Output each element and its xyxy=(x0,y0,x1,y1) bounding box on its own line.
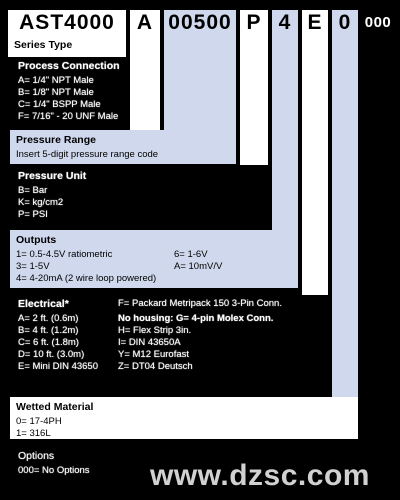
series-type-title: Series Type xyxy=(14,39,73,51)
code-pressure-unit: P xyxy=(240,10,268,35)
pressure-unit-section xyxy=(18,170,238,221)
pressure-unit-title: Pressure Unit xyxy=(18,170,87,182)
electrical-section xyxy=(18,298,308,373)
outputs-title: Outputs xyxy=(16,234,57,246)
code-electrical: E xyxy=(302,10,328,35)
stem-pressure-unit xyxy=(240,35,268,165)
code-wetted-material: 0 xyxy=(332,10,358,35)
watermark: www.dzsc.com xyxy=(150,459,370,492)
code-outputs: 4 xyxy=(272,10,298,35)
electrical-option: E= Mini DIN 43650 xyxy=(18,361,98,372)
pressure-unit-line: K= kg/cm2 xyxy=(18,197,64,208)
electrical-option: No housing: G= 4-pin Molex Conn. xyxy=(118,313,274,324)
stem-pressure-range xyxy=(164,35,236,130)
stem-outputs xyxy=(272,35,298,230)
wetted-material-box xyxy=(10,397,358,439)
code-pressure-range: 00500 xyxy=(164,10,236,35)
electrical-option: Z= DT04 Deutsch xyxy=(118,361,193,372)
electrical-title: Electrical* xyxy=(18,298,69,310)
options-section xyxy=(18,450,158,477)
outputs-option: 4= 4-20mA (2 wire loop powered) xyxy=(16,273,157,284)
process-connection-line: C= 1/4" BSPP Male xyxy=(18,99,101,110)
pressure-range-title: Pressure Range xyxy=(16,134,96,146)
electrical-option: B= 4 ft. (1.2m) xyxy=(18,325,79,336)
stem-wetted-material xyxy=(332,35,358,397)
electrical-option: H= Flex Strip 3in. xyxy=(118,325,192,336)
pressure-unit-line: P= PSI xyxy=(18,209,48,220)
code-process-connection: A xyxy=(130,10,160,35)
wetted-material-line: 1= 316L xyxy=(16,428,51,439)
electrical-option: I= DIN 43650A xyxy=(118,337,181,348)
stem-electrical xyxy=(302,35,328,295)
electrical-option: F= Packard Metripack 150 3-Pin Conn. xyxy=(118,298,282,309)
options-line: 000= No Options xyxy=(18,465,90,476)
electrical-option: D= 10 ft. (3.0m) xyxy=(18,349,85,360)
outputs-option: 3= 1-5V xyxy=(16,261,50,272)
series-type-box xyxy=(8,35,126,57)
process-connection-line: A= 1/4" NPT Male xyxy=(18,75,94,86)
outputs-option: 6= 1-6V xyxy=(174,249,208,260)
outputs-option: 1= 0.5-4.5V ratiometric xyxy=(16,249,113,260)
code-options: 000 xyxy=(364,14,392,31)
options-title: Options xyxy=(18,450,55,462)
pressure-range-line: Insert 5-digit pressure range code xyxy=(16,149,159,160)
process-connection-section xyxy=(18,60,163,123)
outputs-option xyxy=(174,273,292,285)
outputs-box xyxy=(10,230,298,288)
electrical-option: C= 6 ft. (1.8m) xyxy=(18,337,79,348)
code-series: AST4000 xyxy=(8,10,126,35)
process-connection-line: F= 7/16" - 20 UNF Male xyxy=(18,111,119,122)
pressure-unit-line: B= Bar xyxy=(18,185,48,196)
electrical-option: A= 2 ft. (0.6m) xyxy=(18,313,79,324)
process-connection-line: B= 1/8" NPT Male xyxy=(18,87,94,98)
wetted-material-line: 0= 17-4PH xyxy=(16,416,62,427)
electrical-option: Y= M12 Eurofast xyxy=(118,349,190,360)
pressure-range-box xyxy=(10,130,236,164)
wetted-material-title: Wetted Material xyxy=(16,401,94,413)
process-connection-title: Process Connection xyxy=(18,60,120,72)
outputs-option: A= 10mV/V xyxy=(174,261,223,272)
